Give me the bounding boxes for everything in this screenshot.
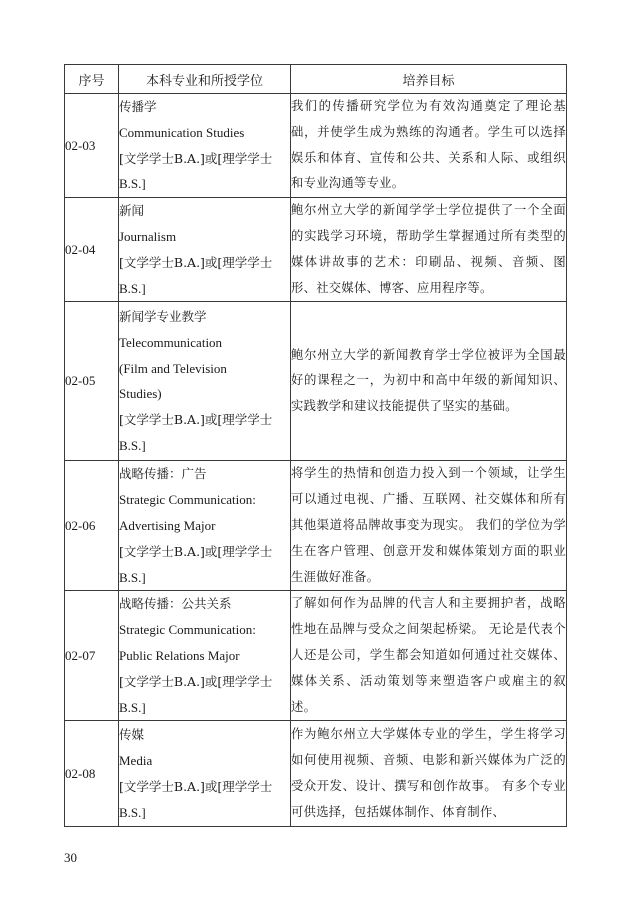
major-line: [文学学士B.A.]或[理学学士	[119, 150, 273, 166]
major-line: B.S.]	[119, 437, 146, 453]
goal-text: 鲍尔州立大学的新闻学学士学位提供了一个全面的实践学习环境，帮助学生掌握通过所有类型的媒体讲故事的艺术：印刷品、视频、音频、图形、社交媒体、博客、应用程序等。	[291, 203, 566, 295]
major-line: [文学学士B.A.]或[理学学士	[119, 543, 273, 559]
major-line: 传媒	[119, 727, 145, 743]
table-row	[65, 198, 567, 302]
major-line: [文学学士B.A.]或[理学学士	[119, 673, 273, 689]
goal-cell	[291, 302, 567, 461]
major-line: [文学学士B.A.]或[理学学士	[119, 778, 273, 794]
major-line: Journalism	[119, 228, 177, 244]
major-line: 新闻	[119, 203, 145, 219]
goal-text: 将学生的热情和创造力投入到一个领域，让学生可以通过电视、广播、互联网、社交媒体和所有其他渠道将品牌故事变为现实。 我们的学位为学生在客户管理、创意开发和媒体策划方面的职业生涯做好准备。	[291, 466, 566, 584]
major-line: Strategic Communication:	[119, 492, 256, 508]
goal-text: 我们的传播研究学位为有效沟通奠定了理论基础，并使学生成为熟练的沟通者。学生可以选择娱乐和体育、宣传和公共、关系和人际、或组织和专业沟通等专业。	[291, 99, 566, 191]
goal-cell	[291, 94, 567, 198]
majors-table	[64, 64, 567, 827]
major-line: Public Relations Major	[119, 647, 240, 663]
major-cell	[119, 461, 291, 591]
major-line: Strategic Communication:	[119, 622, 256, 638]
seq-cell: 02-07	[65, 591, 119, 721]
goal-text: 了解如何作为品牌的代言人和主要拥护者，战略性地在品牌与受众之间架起桥梁。 无论是代表个人还是公司，学生都会知道如何通过社交媒体、媒体关系、活动策划等来塑造客户或雇主的叙述。	[291, 596, 566, 714]
major-line: B.S.]	[119, 699, 146, 715]
seq-cell: 02-06	[65, 461, 119, 591]
table-row	[65, 94, 567, 198]
major-line: 新闻学专业教学	[119, 308, 207, 324]
major-line: Studies)	[119, 386, 162, 402]
major-cell	[119, 721, 291, 827]
major-line: Communication Studies	[119, 124, 245, 140]
major-cell	[119, 198, 291, 302]
major-line: [文学学士B.A.]或[理学学士	[119, 254, 273, 270]
goal-cell	[291, 461, 567, 591]
major-cell	[119, 591, 291, 721]
seq-cell: 02-08	[65, 721, 119, 827]
major-line: B.S.]	[119, 176, 146, 192]
goal-text: 鲍尔州立大学的新闻教育学士学位被评为全国最好的课程之一，为初中和高中年级的新闻知识、实践教学和建议技能提供了坚实的基础。	[291, 347, 566, 414]
goal-cell	[291, 721, 567, 827]
seq-cell: 02-05	[65, 302, 119, 461]
major-line: B.S.]	[119, 804, 146, 820]
table-row	[65, 591, 567, 721]
major-line: 传播学	[119, 99, 157, 114]
page-number: 30	[64, 850, 77, 865]
table-row	[65, 461, 567, 591]
major-line: B.S.]	[119, 569, 146, 585]
header-row	[65, 65, 567, 94]
major-line: Media	[119, 753, 153, 769]
goal-cell	[291, 198, 567, 302]
major-cell	[119, 302, 291, 461]
major-line: 战略传播：广告	[119, 466, 207, 482]
major-line: Telecommunication	[119, 334, 223, 350]
goal-cell	[291, 591, 567, 721]
major-line: (Film and Television	[119, 360, 227, 376]
seq-cell: 02-03	[65, 94, 119, 198]
table-row	[65, 721, 567, 827]
header-seq: 序号	[65, 65, 119, 94]
header-major: 本科专业和所授学位	[119, 65, 291, 94]
major-line: [文学学士B.A.]或[理学学士	[119, 412, 273, 428]
major-cell	[119, 94, 291, 198]
header-goal: 培养目标	[291, 65, 567, 94]
major-line: 战略传播：公共关系	[119, 596, 232, 612]
seq-cell: 02-04	[65, 198, 119, 302]
goal-text: 作为鲍尔州立大学媒体专业的学生，学生将学习如何使用视频、音频、电影和新兴媒体为广泛的受众开发、设计、撰写和创作故事。 有多个专业可供选择，包括媒体制作、体育制作、	[291, 727, 566, 819]
table-row	[65, 302, 567, 461]
major-line: Advertising Major	[119, 517, 216, 533]
major-line: B.S.]	[119, 280, 146, 296]
